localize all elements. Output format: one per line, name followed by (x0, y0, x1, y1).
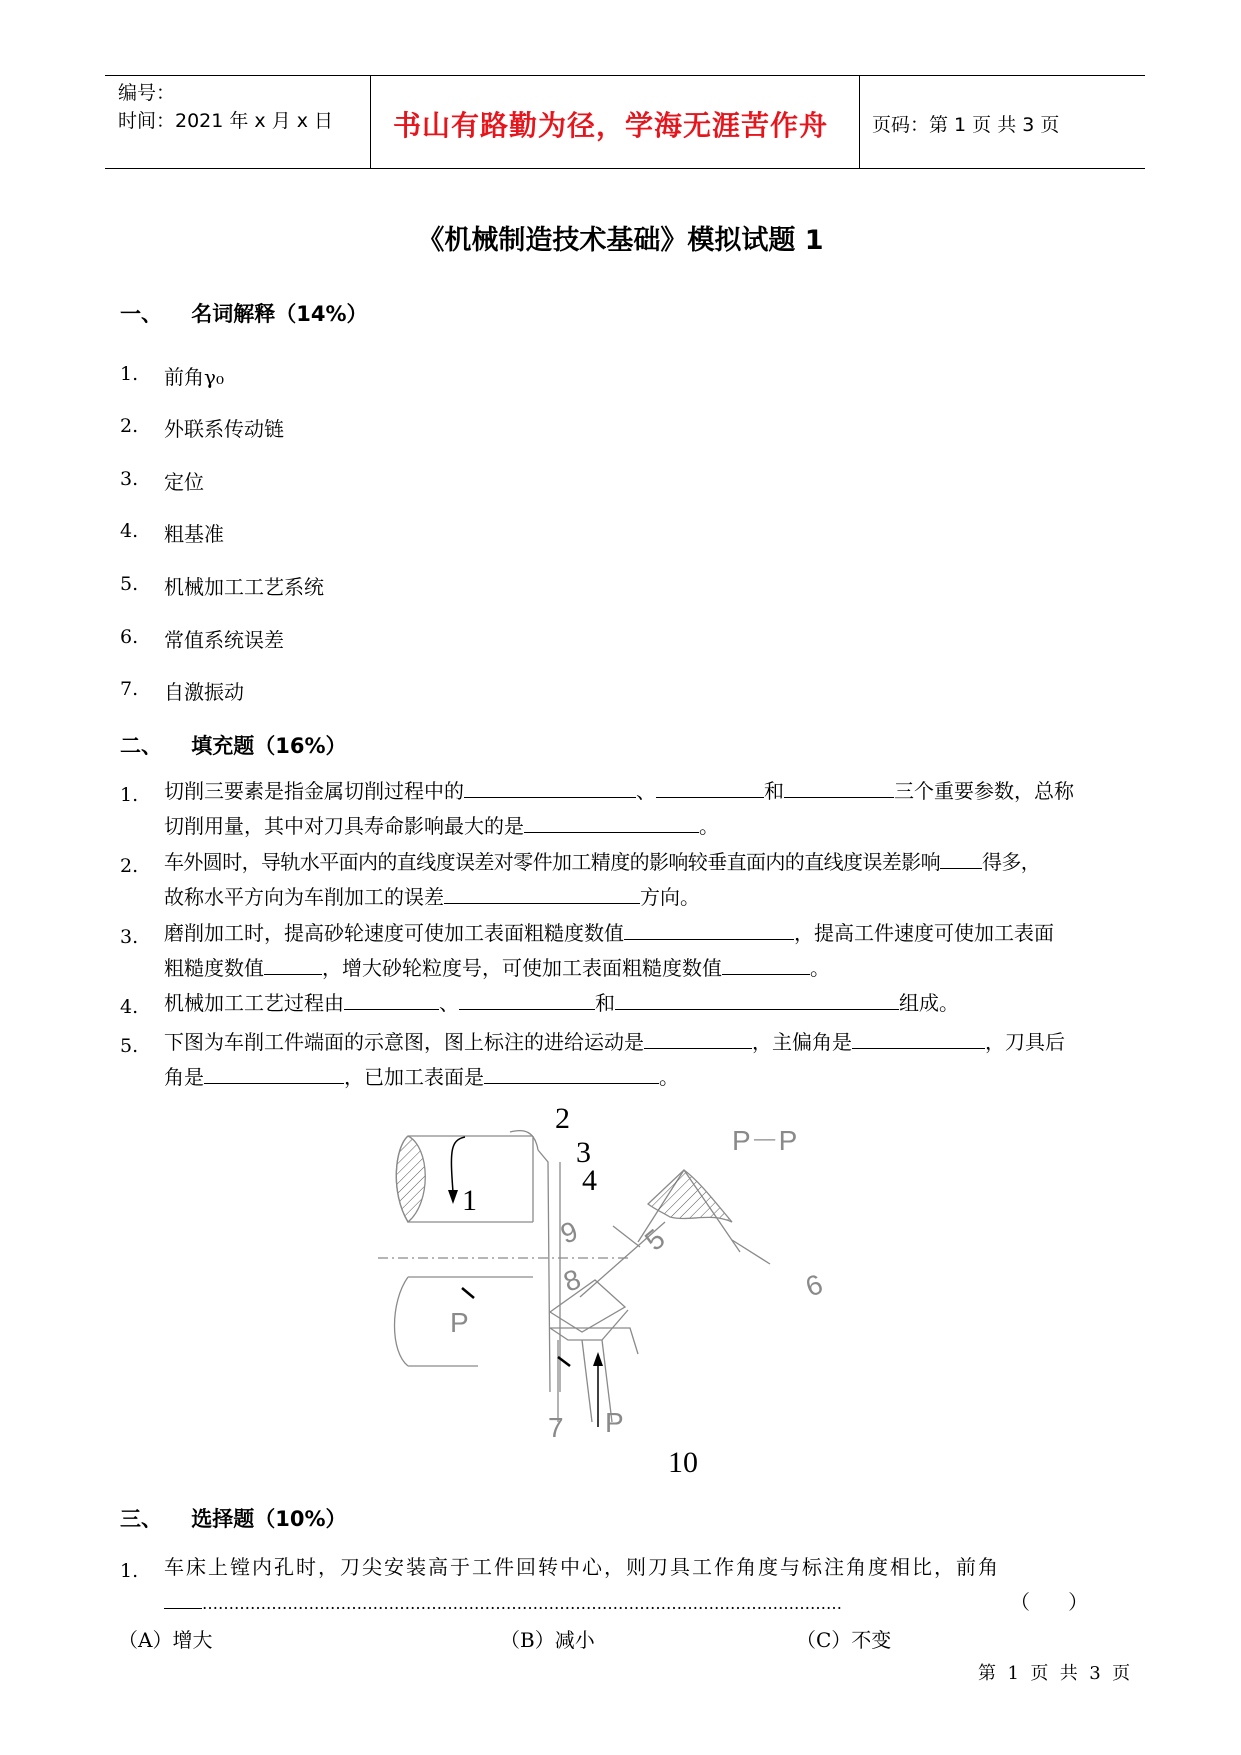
term-number: 6. (120, 626, 139, 648)
option-c[interactable]: （C）不变 (796, 1628, 892, 1652)
figure-label-4: 4 (582, 1164, 597, 1197)
answer-blank[interactable] (204, 1063, 344, 1084)
answer-blank[interactable] (464, 777, 636, 798)
answer-blank[interactable] (459, 989, 595, 1010)
answer-blank[interactable] (784, 777, 894, 798)
answer-blank[interactable] (444, 883, 640, 904)
answer-blank[interactable] (940, 848, 982, 869)
page-footer: 第 1 页 共 3 页 (978, 1663, 1131, 1684)
figure-label-9: 9 (556, 1215, 582, 1250)
term-number: 3. (120, 468, 139, 490)
fill-question-3-line2: 粗糙度数值 ，增大砂轮粒度号，可使加工表面粗糙度数值 。 (164, 956, 830, 980)
answer-blank[interactable] (524, 812, 699, 833)
term-number: 5. (120, 573, 139, 595)
answer-blank[interactable] (852, 1028, 985, 1049)
figure-label-p: P (450, 1307, 469, 1338)
header-divider-left (370, 75, 371, 169)
term-item: 前角γ₀ (164, 365, 224, 389)
question-number: 3. (120, 926, 139, 948)
figure-label-7: 7 (548, 1412, 564, 1443)
figure-label-p: P (605, 1407, 624, 1438)
motto: 书山有路勤为径，学海无涯苦作舟 (393, 109, 829, 142)
figure-label-5: 5 (638, 1222, 671, 1257)
figure-label-2: 2 (555, 1102, 570, 1135)
question-number: 1. (120, 1560, 139, 1582)
term-item: 粗基准 (164, 522, 224, 546)
term-number: 7. (120, 678, 139, 700)
answer-blank[interactable] (722, 954, 810, 975)
term-number: 4. (120, 520, 139, 542)
option-b[interactable]: （B）减小 (500, 1628, 595, 1652)
fill-question-5-line1: 下图为车削工件端面的示意图，图上标注的进给运动是 ，主偏角是 ，刀具后 (164, 1030, 1065, 1054)
figure-label-1: 1 (462, 1184, 477, 1217)
page-title: 《机械制造技术基础》模拟试题 1 (417, 225, 824, 256)
fill-question-1-line1: 切削三要素是指金属切削过程中的 、 和 三个重要参数，总称 (164, 779, 1074, 803)
question-number: 4. (120, 996, 139, 1018)
answer-blank[interactable] (264, 954, 322, 975)
workpiece-section-upper (396, 1136, 425, 1222)
term-number: 1. (120, 363, 139, 385)
section2-heading: 二、 填充题（16%） (120, 734, 347, 758)
term-item: 外联系传动链 (164, 417, 284, 441)
answer-blank[interactable] (656, 777, 764, 798)
fill-question-1-line2: 切削用量，其中对刀具寿命影响最大的是 。 (164, 814, 719, 838)
section1-heading: 一、 名词解释（14%） (120, 302, 368, 326)
answer-paren[interactable]: （ ） (1010, 1590, 1089, 1614)
figure-label-3: 3 (576, 1136, 591, 1169)
term-number: 2. (120, 415, 139, 437)
figure-label-10: 10 (668, 1446, 698, 1479)
fill-question-3-line1: 磨削加工时，提高砂轮速度可使加工表面粗糙度数值 ，提高工件速度可使加工表面 (164, 921, 1054, 945)
term-item: 自激振动 (164, 680, 244, 704)
figure-label-6: 6 (801, 1268, 827, 1303)
fill-question-5-line2: 角是 ，已加工表面是 。 (164, 1065, 679, 1089)
leader-dots: ………………………………………………………………………………………………………… (202, 1594, 842, 1613)
serial-label: 编号： (118, 82, 176, 104)
answer-blank[interactable] (484, 1063, 659, 1084)
term-item: 定位 (164, 470, 204, 494)
section3-heading: 三、 选择题（10%） (120, 1507, 347, 1531)
question-number: 5. (120, 1035, 139, 1057)
choice-question-1: 车床上镗内孔时，刀尖安装高于工件回转中心，则刀具工作角度与标注角度相比，前角 (164, 1555, 1000, 1579)
term-item: 常值系统误差 (164, 628, 284, 652)
turning-facing-diagram (370, 1092, 880, 1482)
option-a[interactable]: （A）增大 (118, 1628, 213, 1652)
fill-question-2-line2: 故称水平方向为车削加工的误差 方向。 (164, 885, 700, 909)
answer-blank[interactable] (344, 989, 439, 1010)
header-divider-right (859, 75, 860, 169)
page-label: 页码：第 1 页 共 3 页 (872, 114, 1060, 136)
time-label: 时间：2021 年 x 月 x 日 (118, 110, 334, 132)
answer-blank[interactable] (164, 1588, 202, 1609)
term-item: 机械加工工艺系统 (164, 575, 324, 599)
answer-blank[interactable] (624, 919, 794, 940)
header-bottom-rule (105, 168, 1145, 169)
fill-question-2-line1: 车外圆时，导轨水平面内的直线度误差对零件加工精度的影响较垂直面内的直线度误差影响 得多， (164, 850, 1041, 874)
figure-label-8: 8 (559, 1263, 585, 1298)
figure-label-pp: P－P (732, 1125, 798, 1156)
question-number: 2. (120, 855, 139, 877)
choice-question-1-line2 (164, 1585, 1064, 1621)
question-number: 1. (120, 784, 139, 806)
fill-question-4: 机械加工工艺过程由 、 和 组成。 (164, 991, 959, 1015)
answer-blank[interactable] (615, 989, 899, 1010)
header-top-rule (105, 75, 1145, 76)
answer-blank[interactable] (644, 1028, 752, 1049)
